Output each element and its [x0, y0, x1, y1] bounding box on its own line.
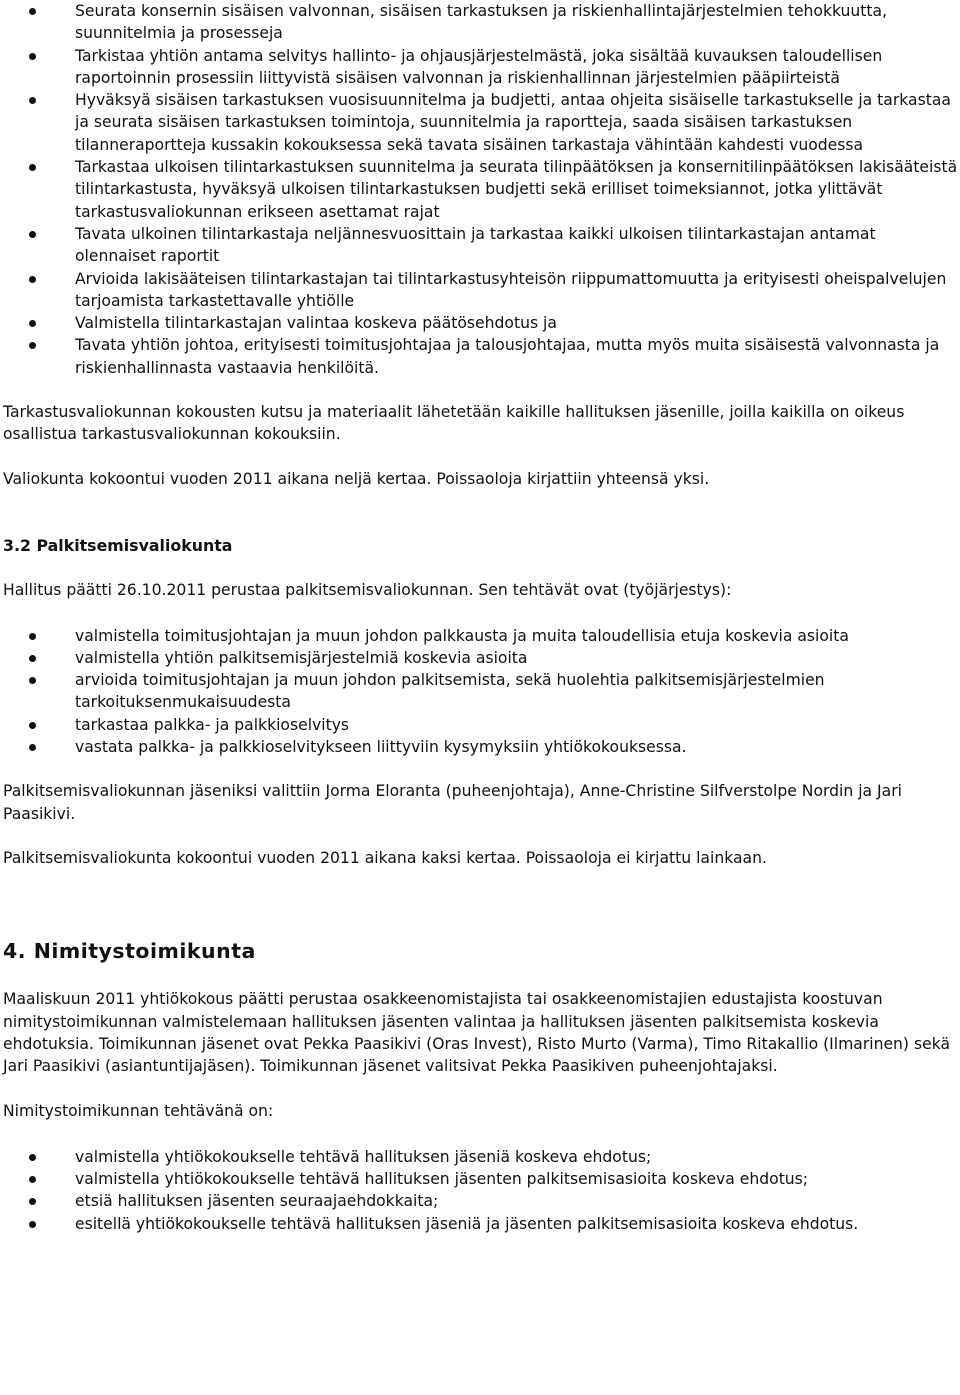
list-item: valmistella yhtiökokoukselle tehtävä hallituksen jäsenten palkitsemisasioita koskeva ehdotus;	[3, 1168, 958, 1190]
section-3-2-intro: Hallitus päätti 26.10.2011 perustaa palkitsemisvaliokunnan. Sen tehtävät ovat (työjärjestys):	[3, 581, 732, 600]
list-item: Tavata ulkoinen tilintarkastaja neljännesvuosittain ja tarkastaa kaikki ulkoisen tilintarkastajan antamat olennaiset raportit	[3, 223, 958, 268]
list-item: vastata palkka- ja palkkioselvitykseen liittyviin kysymyksiin yhtiökokouksessa.	[3, 736, 958, 758]
list-item: valmistella yhtiökokoukselle tehtävä hallituksen jäseniä koskeva ehdotus;	[3, 1146, 958, 1168]
audit-meeting-invite-paragraph: Tarkastusvaliokunnan kokousten kutsu ja materiaalit lähetetään kaikille hallituksen jäsenille, joilla kaikilla on oikeus osallistua tarkastusvaliokunnan kokouksiin.	[3, 403, 905, 444]
list-item: tarkastaa palkka- ja palkkioselvitys	[3, 714, 958, 736]
list-item: Tarkistaa yhtiön antama selvitys hallinto- ja ohjausjärjestelmästä, joka sisältää kuvauksen taloudellisen raportoinnin prosessiin liittyvistä sisäisen valvonnan ja riskienhallinnan järjestelmien pääpiirteistä	[3, 45, 958, 90]
list-item: Hyväksyä sisäisen tarkastuksen vuosisuunnitelma ja budjetti, antaa ohjeita sisäiselle tarkastukselle ja tarkastaa ja seurata sisäisen tarkastuksen toimintoja, suunnitelmia ja raportteja, saada sisäisen tarkastuksen tilanneraportteja kussakin kokouksessa sekä tavata sisäinen tarkastaja vähintään kahdesti vuodessa	[3, 89, 958, 156]
audit-committee-tasks-list	[3, 0, 958, 379]
nomination-tasks-list	[3, 1146, 958, 1235]
list-item: etsiä hallituksen jäsenten seuraajaehdokkaita;	[3, 1190, 958, 1212]
remuneration-tasks-list	[3, 625, 958, 759]
list-item: Seurata konsernin sisäisen valvonnan, sisäisen tarkastuksen ja riskienhallintajärjestelmien tehokkuutta, suunnitelmia ja prosesseja	[3, 0, 958, 45]
list-item: Valmistella tilintarkastajan valintaa koskeva päätösehdotus ja	[3, 312, 958, 334]
section-4-heading: 4. Nimitystoimikunta	[3, 939, 256, 964]
list-item: Arvioida lakisääteisen tilintarkastajan tai tilintarkastusyhteisön riippumattomuutta ja erityisesti oheispalvelujen tarjoamista tarkastettavalle yhtiölle	[3, 268, 958, 313]
list-item: Tavata yhtiön johtoa, erityisesti toimitusjohtajaa ja talousjohtajaa, mutta myös muita sisäisestä valvonnasta ja riskienhallinnasta vastaavia henkilöitä.	[3, 334, 958, 379]
nomination-tasks-heading: Nimitystoimikunnan tehtävänä on:	[3, 1102, 274, 1121]
list-item: Tarkastaa ulkoisen tilintarkastuksen suunnitelma ja seurata tilinpäätöksen ja konsernitilinpäätöksen lakisääteistä tilintarkastusta, hyväksyä ulkoisen tilintarkastuksen budjetti sekä erilliset toimeksiannot, jotka ylittävät tarkastusvaliokunnan erikseen asettamat rajat	[3, 156, 958, 223]
audit-meetings-paragraph: Valiokunta kokoontui vuoden 2011 aikana neljä kertaa. Poissaoloja kirjattiin yhteensä yksi.	[3, 469, 710, 488]
list-item: esitellä yhtiökokoukselle tehtävä hallituksen jäseniä ja jäsenten palkitsemisasioita koskeva ehdotus.	[3, 1213, 958, 1235]
section-3-2-heading: 3.2 Palkitsemisvaliokunta	[3, 535, 233, 555]
remuneration-meetings-paragraph: Palkitsemisvaliokunta kokoontui vuoden 2011 aikana kaksi kertaa. Poissaoloja ei kirjattu lainkaan.	[3, 848, 767, 867]
section-4-intro: Maaliskuun 2011 yhtiökokous päätti perustaa osakkeenomistajista tai osakkeenomistajien edustajista koostuvan nimitystoimikunnan valmistelemaan hallituksen jäsenten valintaa ja hallituksen jäsenten palkitsemista koskevia ehdotuksia. Toimikunnan jäsenet ovat Pekka Paasikivi (Oras Invest), Risto Murto (Varma), Timo Ritakallio (Ilmarinen) sekä Jari Paasikivi (asiantuntijajäsen). Toimikunnan jäsenet valitsivat Pekka Paasikiven puheenjohtajaksi.	[3, 990, 951, 1076]
list-item: valmistella toimitusjohtajan ja muun johdon palkkausta ja muita taloudellisia etuja koskevia asioita	[3, 625, 958, 647]
remuneration-members-paragraph: Palkitsemisvaliokunnan jäseniksi valittiin Jorma Eloranta (puheenjohtaja), Anne-Christine Silfverstolpe Nordin ja Jari Paasikivi.	[3, 782, 902, 823]
list-item: arvioida toimitusjohtajan ja muun johdon palkitsemista, sekä huolehtia palkitsemisjärjestelmien tarkoituksenmukaisuudesta	[3, 669, 958, 714]
list-item: valmistella yhtiön palkitsemisjärjestelmiä koskevia asioita	[3, 647, 958, 669]
